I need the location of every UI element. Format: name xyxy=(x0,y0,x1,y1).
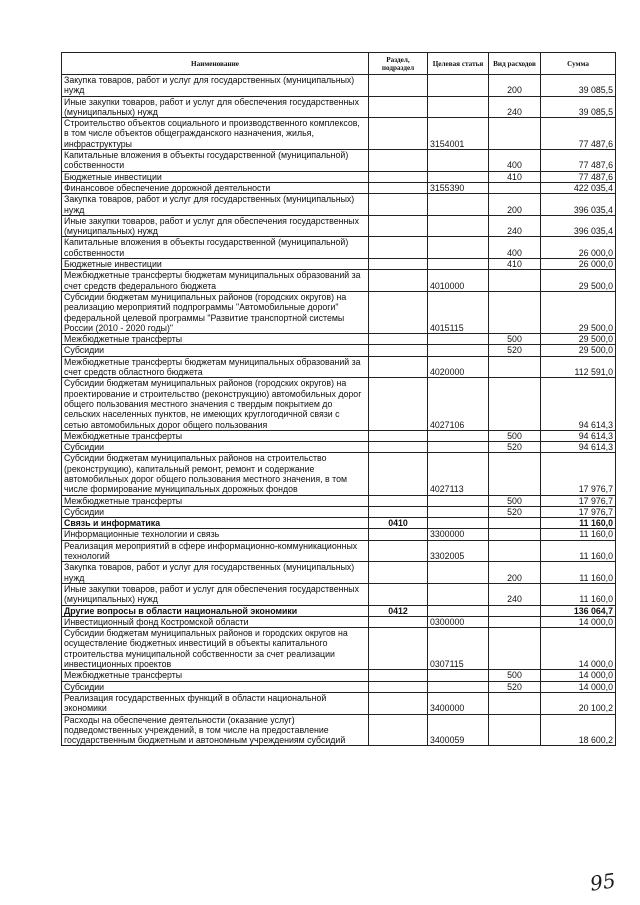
table-row xyxy=(62,628,616,670)
row-sum: 29 500,0 xyxy=(541,270,616,292)
row-name: Капитальные вложения в объекты государственной (муниципальной) собственности xyxy=(62,150,369,172)
row-sum: 14 000,0 xyxy=(541,616,616,627)
table-row xyxy=(62,75,616,97)
table-row xyxy=(62,237,616,259)
row-name: Иные закупки товаров, работ и услуг для обеспечения государственных (муниципальных) нужд xyxy=(62,96,369,118)
table-row xyxy=(62,540,616,562)
row-section xyxy=(369,75,428,97)
row-sum: 77 487,6 xyxy=(541,171,616,182)
row-expense-type: 500 xyxy=(489,430,541,441)
row-name: Бюджетные инвестиции xyxy=(62,259,369,270)
row-name: Межбюджетные трансферты xyxy=(62,495,369,506)
header-section: Раздел, подраздел xyxy=(369,53,428,75)
row-target xyxy=(428,681,489,692)
row-expense-type xyxy=(489,378,541,430)
table-row xyxy=(62,442,616,453)
row-name: Субсидии бюджетам муниципальных районов на строительство (реконструкцию), капитальный ремонт, ремонт и содержание автомобильных дорог общего пользования местного значения, в том числе формирование муниципальных дорожных фондов xyxy=(62,453,369,495)
row-name: Межбюджетные трансферты бюджетам муниципальных образований за счет средств федерального бюджета xyxy=(62,270,369,292)
row-sum: 18 600,2 xyxy=(541,714,616,746)
row-target xyxy=(428,605,489,616)
row-expense-type: 240 xyxy=(489,96,541,118)
row-expense-type xyxy=(489,270,541,292)
row-target xyxy=(428,215,489,237)
row-name: Закупка товаров, работ и услуг для государственных (муниципальных) нужд xyxy=(62,194,369,216)
row-target xyxy=(428,430,489,441)
header-target: Целевая статья xyxy=(428,53,489,75)
header-name: Наименование xyxy=(62,53,369,75)
row-expense-type: 520 xyxy=(489,681,541,692)
row-section xyxy=(369,356,428,378)
row-section xyxy=(369,506,428,517)
row-sum: 77 487,6 xyxy=(541,118,616,150)
row-sum: 94 614,3 xyxy=(541,442,616,453)
row-target xyxy=(428,75,489,97)
row-expense-type: 200 xyxy=(489,75,541,97)
table-row xyxy=(62,453,616,495)
table-row xyxy=(62,334,616,345)
row-name: Финансовое обеспечение дорожной деятельности xyxy=(62,182,369,193)
table-row xyxy=(62,529,616,540)
row-sum: 20 100,2 xyxy=(541,692,616,714)
row-name: Иные закупки товаров, работ и услуг для обеспечения государственных (муниципальных) нужд xyxy=(62,583,369,605)
table-row xyxy=(62,692,616,714)
table-row xyxy=(62,495,616,506)
row-sum: 136 064,7 xyxy=(541,605,616,616)
row-target: 3400059 xyxy=(428,714,489,746)
row-target xyxy=(428,562,489,584)
row-section xyxy=(369,681,428,692)
row-name: Субсидии бюджетам муниципальных районов и городских округов на осуществление бюджетных инвестиций в объекты капитального строительства муниципальной собственности за счет реализации инвестиционных проектов xyxy=(62,628,369,670)
row-target: 4010000 xyxy=(428,270,489,292)
row-expense-type: 500 xyxy=(489,334,541,345)
row-target xyxy=(428,583,489,605)
table-row xyxy=(62,215,616,237)
row-sum: 11 160,0 xyxy=(541,529,616,540)
row-name: Связь и информатика xyxy=(62,518,369,529)
row-sum: 39 085,5 xyxy=(541,96,616,118)
table-row xyxy=(62,150,616,172)
row-sum: 17 976,7 xyxy=(541,453,616,495)
table-row xyxy=(62,270,616,292)
row-expense-type xyxy=(489,628,541,670)
table-row xyxy=(62,182,616,193)
row-sum: 94 614,3 xyxy=(541,378,616,430)
table-row xyxy=(62,714,616,746)
row-section xyxy=(369,194,428,216)
budget-table xyxy=(61,52,616,746)
row-name: Иные закупки товаров, работ и услуг для обеспечения государственных (муниципальных) нужд xyxy=(62,215,369,237)
row-section xyxy=(369,215,428,237)
row-target: 3302005 xyxy=(428,540,489,562)
row-expense-type: 200 xyxy=(489,562,541,584)
table-row xyxy=(62,378,616,430)
row-sum: 11 160,0 xyxy=(541,518,616,529)
row-target xyxy=(428,96,489,118)
row-target xyxy=(428,506,489,517)
row-expense-type: 400 xyxy=(489,237,541,259)
row-target xyxy=(428,345,489,356)
row-target xyxy=(428,259,489,270)
row-target: 3154001 xyxy=(428,118,489,150)
row-name: Субсидии бюджетам муниципальных районов (городских округов) на проектирование и строительство (реконструкцию) автомобильных дорог общего пользования местного значения с твердым покрытием до сельских населенных пунктов, не имеющих круглогодичной связи с сетью автомобильных дорог общего пользования xyxy=(62,378,369,430)
table-row xyxy=(62,118,616,150)
row-expense-type: 400 xyxy=(489,150,541,172)
row-name: Капитальные вложения в объекты государственной (муниципальной) собственности xyxy=(62,237,369,259)
row-expense-type: 520 xyxy=(489,345,541,356)
row-target: 3300000 xyxy=(428,529,489,540)
row-section xyxy=(369,96,428,118)
row-name: Межбюджетные трансферты xyxy=(62,670,369,681)
table-row xyxy=(62,96,616,118)
row-expense-type xyxy=(489,616,541,627)
row-sum: 39 085,5 xyxy=(541,75,616,97)
row-name: Закупка товаров, работ и услуг для государственных (муниципальных) нужд xyxy=(62,75,369,97)
row-expense-type xyxy=(489,356,541,378)
row-expense-type xyxy=(489,529,541,540)
row-expense-type xyxy=(489,118,541,150)
row-sum: 26 000,0 xyxy=(541,237,616,259)
header-type: Вид расходов xyxy=(489,53,541,75)
table-body xyxy=(62,75,616,746)
row-sum: 29 500,0 xyxy=(541,345,616,356)
row-sum: 396 035,4 xyxy=(541,215,616,237)
row-name: Субсидии xyxy=(62,506,369,517)
row-name: Расходы на обеспечение деятельности (оказание услуг) подведомственных учреждений, в том числе на предоставление государственным бюджетным и автономным учреждениям субсидий xyxy=(62,714,369,746)
row-expense-type: 500 xyxy=(489,670,541,681)
row-name: Инвестиционный фонд Костромской области xyxy=(62,616,369,627)
row-expense-type xyxy=(489,692,541,714)
row-sum: 11 160,0 xyxy=(541,583,616,605)
row-target: 4027113 xyxy=(428,453,489,495)
row-name: Другие вопросы в области национальной экономики xyxy=(62,605,369,616)
row-section xyxy=(369,378,428,430)
row-section xyxy=(369,291,428,333)
row-name: Субсидии xyxy=(62,442,369,453)
row-expense-type xyxy=(489,182,541,193)
row-sum: 14 000,0 xyxy=(541,681,616,692)
table-row xyxy=(62,605,616,616)
row-target: 4015115 xyxy=(428,291,489,333)
row-expense-type xyxy=(489,714,541,746)
row-name: Информационные технологии и связь xyxy=(62,529,369,540)
row-section xyxy=(369,259,428,270)
row-name: Субсидии xyxy=(62,681,369,692)
row-target: 4027106 xyxy=(428,378,489,430)
table-header xyxy=(62,53,616,75)
row-target xyxy=(428,150,489,172)
row-sum: 396 035,4 xyxy=(541,194,616,216)
row-expense-type: 500 xyxy=(489,495,541,506)
row-name: Межбюджетные трансферты бюджетам муниципальных образований за счет средств областного бюджета xyxy=(62,356,369,378)
table-row xyxy=(62,194,616,216)
row-sum: 11 160,0 xyxy=(541,540,616,562)
row-section xyxy=(369,670,428,681)
table-row xyxy=(62,345,616,356)
header-sum: Сумма xyxy=(541,53,616,75)
row-section: 0410 xyxy=(369,518,428,529)
table-row xyxy=(62,681,616,692)
row-target xyxy=(428,495,489,506)
row-section xyxy=(369,495,428,506)
row-expense-type xyxy=(489,540,541,562)
row-expense-type: 410 xyxy=(489,259,541,270)
row-sum: 14 000,0 xyxy=(541,628,616,670)
table-row xyxy=(62,670,616,681)
row-name: Субсидии бюджетам муниципальных районов (городских округов) на реализацию мероприятий подпрограммы "Автомобильные дороги" федеральной целевой программы "Развитие транспортной системы России (2010 - 2020 годы)" xyxy=(62,291,369,333)
row-name: Строительство объектов социального и производственного комплексов, в том числе объектов общегражданского назначения, жилья, инфраструктуры xyxy=(62,118,369,150)
row-target: 3155390 xyxy=(428,182,489,193)
row-target xyxy=(428,237,489,259)
row-section xyxy=(369,237,428,259)
row-expense-type xyxy=(489,291,541,333)
row-name: Реализация государственных функций в области национальной экономики xyxy=(62,692,369,714)
row-section xyxy=(369,270,428,292)
row-expense-type: 200 xyxy=(489,194,541,216)
row-sum: 29 500,0 xyxy=(541,291,616,333)
row-section xyxy=(369,334,428,345)
row-target: 0307115 xyxy=(428,628,489,670)
row-expense-type xyxy=(489,453,541,495)
row-sum: 11 160,0 xyxy=(541,562,616,584)
row-sum: 422 035,4 xyxy=(541,182,616,193)
row-target xyxy=(428,442,489,453)
row-section xyxy=(369,345,428,356)
row-section xyxy=(369,171,428,182)
row-section xyxy=(369,453,428,495)
row-target: 0300000 xyxy=(428,616,489,627)
row-section xyxy=(369,118,428,150)
row-expense-type: 240 xyxy=(489,583,541,605)
row-section xyxy=(369,150,428,172)
row-expense-type: 410 xyxy=(489,171,541,182)
row-section xyxy=(369,628,428,670)
row-target xyxy=(428,518,489,529)
row-section xyxy=(369,182,428,193)
row-target xyxy=(428,171,489,182)
row-section xyxy=(369,583,428,605)
table-row xyxy=(62,356,616,378)
table-row xyxy=(62,583,616,605)
table-row xyxy=(62,518,616,529)
row-section xyxy=(369,529,428,540)
row-sum: 94 614,3 xyxy=(541,430,616,441)
row-target: 3400000 xyxy=(428,692,489,714)
row-expense-type: 240 xyxy=(489,215,541,237)
table-row xyxy=(62,430,616,441)
row-target xyxy=(428,334,489,345)
row-name: Межбюджетные трансферты xyxy=(62,334,369,345)
row-sum: 29 500,0 xyxy=(541,334,616,345)
row-target xyxy=(428,194,489,216)
row-name: Межбюджетные трансферты xyxy=(62,430,369,441)
row-sum: 17 976,7 xyxy=(541,495,616,506)
row-sum: 77 487,6 xyxy=(541,150,616,172)
row-section xyxy=(369,540,428,562)
table-row xyxy=(62,171,616,182)
table-row xyxy=(62,259,616,270)
row-name: Реализация мероприятий в сфере информационно-коммуникационных технологий xyxy=(62,540,369,562)
row-target: 4020000 xyxy=(428,356,489,378)
row-expense-type: 520 xyxy=(489,442,541,453)
row-name: Субсидии xyxy=(62,345,369,356)
handwritten-page-number: 95 xyxy=(588,868,617,896)
row-section: 0412 xyxy=(369,605,428,616)
row-target xyxy=(428,670,489,681)
row-section xyxy=(369,714,428,746)
row-sum: 112 591,0 xyxy=(541,356,616,378)
row-name: Бюджетные инвестиции xyxy=(62,171,369,182)
row-sum: 17 976,7 xyxy=(541,506,616,517)
row-sum: 14 000,0 xyxy=(541,670,616,681)
table-row xyxy=(62,506,616,517)
row-section xyxy=(369,442,428,453)
table-row xyxy=(62,562,616,584)
row-section xyxy=(369,430,428,441)
row-sum: 26 000,0 xyxy=(541,259,616,270)
row-name: Закупка товаров, работ и услуг для государственных (муниципальных) нужд xyxy=(62,562,369,584)
row-section xyxy=(369,692,428,714)
row-expense-type xyxy=(489,605,541,616)
row-expense-type xyxy=(489,518,541,529)
row-expense-type: 520 xyxy=(489,506,541,517)
row-section xyxy=(369,562,428,584)
row-section xyxy=(369,616,428,627)
table-row xyxy=(62,616,616,627)
table-row xyxy=(62,291,616,333)
